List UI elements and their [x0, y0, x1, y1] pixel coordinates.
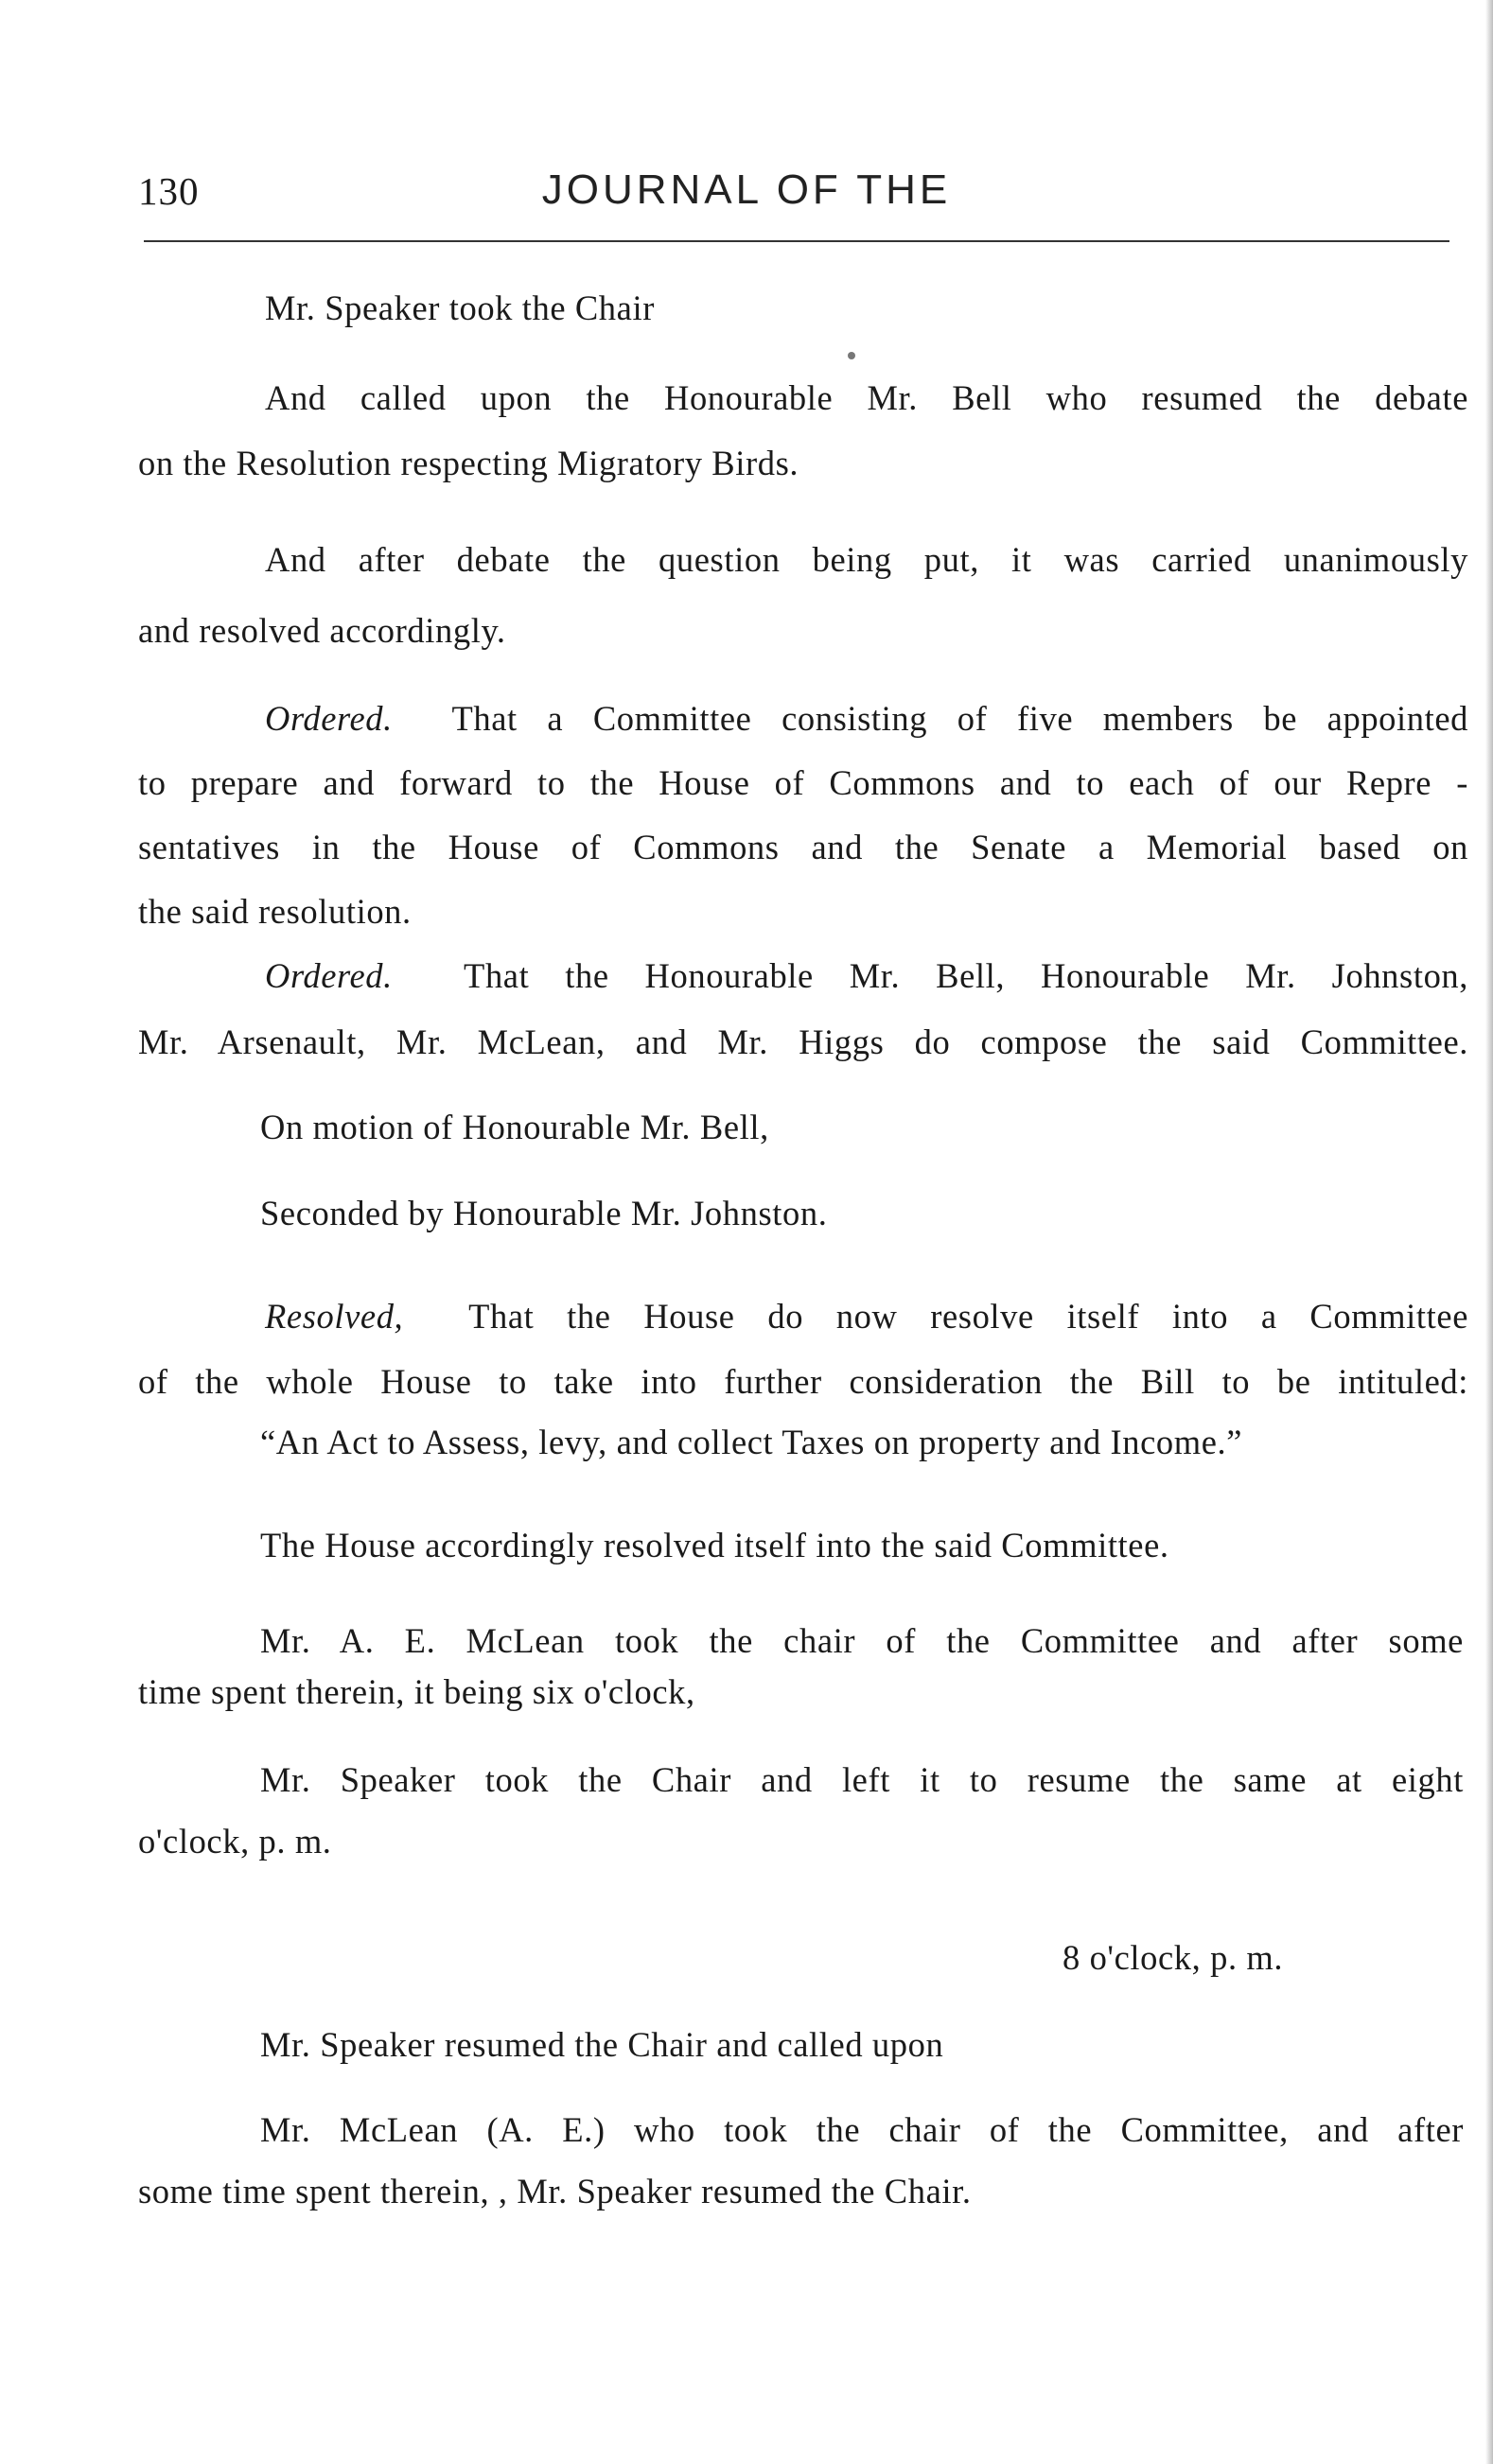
- text-line: sentatives in the House of Commons and the Senate a Memorial based on: [138, 828, 1468, 866]
- text-line: some time spent therein, , Mr. Speaker resumed the Chair.: [138, 2172, 972, 2211]
- text-line: Seconded by Honourable Mr. Johnston.: [260, 1194, 828, 1232]
- resolved-label: Resolved,: [265, 1297, 404, 1336]
- text-line: [265, 1296, 1468, 1337]
- resolved-text: That the House do now resolve itself into a Committee: [468, 1297, 1469, 1336]
- text-line: Mr. Speaker took the Chair and left it to resume the same at eight: [260, 1760, 1464, 1799]
- text-line: Mr. Speaker resumed the Chair and called upon: [260, 2025, 944, 2064]
- header-rule: [144, 240, 1449, 242]
- ordered-label: Ordered.: [265, 956, 393, 995]
- ordered-label: Ordered.: [265, 699, 393, 738]
- running-head: JOURNAL OF THE: [541, 166, 952, 213]
- text-line: o'clock, p. m.: [138, 1822, 332, 1861]
- text-line: And called upon the Honourable Mr. Bell who resumed the debate: [265, 378, 1468, 417]
- page-number: 130: [138, 169, 200, 213]
- text-line: and resolved accordingly.: [138, 611, 506, 650]
- text-line: And after debate the question being put, it was carried unanimously: [265, 540, 1468, 579]
- page-edge-shadow: [1485, 0, 1493, 2464]
- text-line: The House accordingly resolved itself into the said Committee.: [260, 1526, 1169, 1564]
- text-line: Mr. Arsenault, Mr. McLean, and Mr. Higgs do compose the said Committee.: [138, 1022, 1468, 1061]
- text-line: to prepare and forward to the House of Commons and to each of our Repre -: [138, 763, 1468, 802]
- bill-title: “An Act to Assess, levy, and collect Taxes on property and Income.”: [260, 1423, 1243, 1461]
- text-line: the said resolution.: [138, 892, 412, 931]
- text-line: time spent therein, it being six o'clock,: [138, 1672, 695, 1711]
- time-marker: 8 o'clock, p. m.: [1063, 1938, 1284, 1977]
- text-line: on the Resolution respecting Migratory Birds.: [138, 444, 799, 482]
- text-line: [265, 955, 1468, 997]
- ordered-text: That a Committee consisting of five members be appointed: [451, 699, 1468, 738]
- speck-mark: [848, 352, 855, 359]
- text-line: On motion of Honourable Mr. Bell,: [260, 1108, 769, 1146]
- text-line: of the whole House to take into further consideration the Bill to be intituled:: [138, 1362, 1468, 1401]
- text-line: Mr. A. E. McLean took the chair of the Committee and after some: [260, 1621, 1464, 1660]
- text-line: [265, 698, 1468, 740]
- ordered-text: That the Honourable Mr. Bell, Honourable Mr. Johnston,: [464, 956, 1468, 995]
- text-line: Mr. Speaker took the Chair: [265, 288, 655, 327]
- text-line: Mr. McLean (A. E.) who took the chair of the Committee, and after: [260, 2110, 1464, 2149]
